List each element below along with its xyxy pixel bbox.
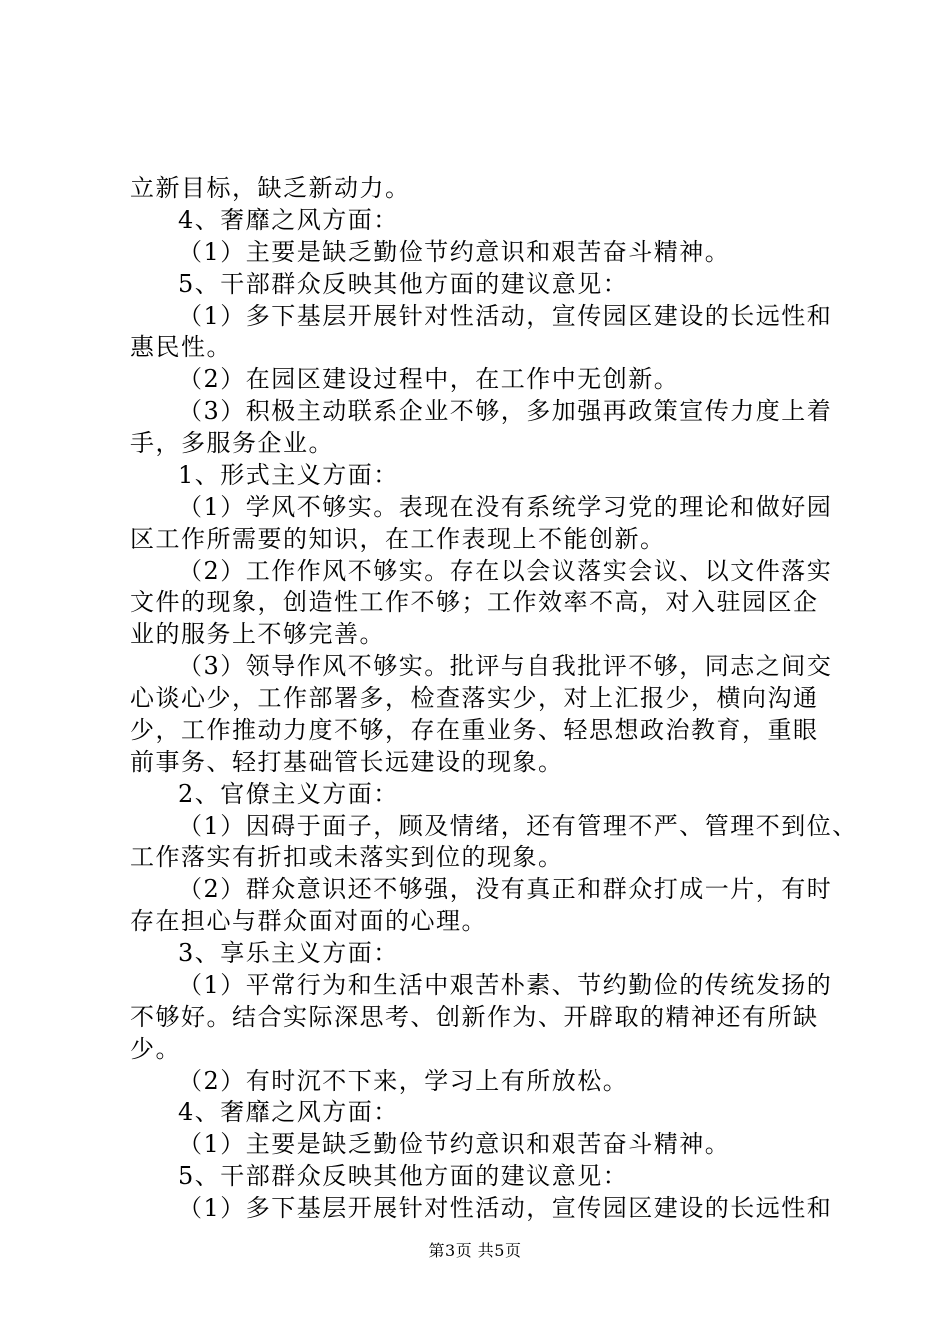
section-heading: 5、干部群众反映其他方面的建议意见： (178, 270, 629, 298)
section-heading: 4、奢靡之风方面： (178, 1098, 399, 1126)
text-line: 工作落实有折扣或未落实到位的现象。 (130, 843, 564, 871)
text-line: （1）主要是缺乏勤俭节约意识和艰苦奋斗精神。 (178, 238, 731, 266)
text-line: 少。 (130, 1035, 181, 1063)
page-number-footer: 第3页 共5页 (428, 1241, 522, 1260)
section-heading: 1、形式主义方面： (178, 461, 399, 489)
section-heading: 3、享乐主义方面： (178, 939, 399, 967)
text-line: 惠民性。 (130, 333, 232, 361)
text-line: （1）主要是缺乏勤俭节约意识和艰苦奋斗精神。 (178, 1130, 731, 1158)
text-line: 区工作所需要的知识，在工作表现上不能创新。 (130, 525, 666, 553)
text-line: 立新目标，缺乏新动力。 (130, 174, 411, 202)
text-line: 文件的现象，创造性工作不够；工作效率不高，对入驻园区企 (130, 588, 819, 616)
text-line: （1）多下基层开展针对性活动，宣传园区建设的长远性和 (178, 1194, 833, 1222)
text-line: 手，多服务企业。 (130, 429, 334, 457)
section-heading: 2、官僚主义方面： (178, 780, 399, 808)
text-line: （1）因碍于面子，顾及情绪，还有管理不严、管理不到位、 (178, 812, 858, 840)
text-line: 业的服务上不够完善。 (130, 620, 385, 648)
text-line: （3）积极主动联系企业不够，多加强再政策宣传力度上着 (178, 397, 833, 425)
text-line: （1）学风不够实。表现在没有系统学习党的理论和做好园 (178, 493, 833, 521)
text-line: （2）工作作风不够实。存在以会议落实会议、以文件落实 (178, 557, 833, 585)
text-line: 少，工作推动力度不够，存在重业务、轻思想政治教育，重眼 (130, 716, 819, 744)
text-line: 存在担心与群众面对面的心理。 (130, 907, 487, 935)
section-heading: 5、干部群众反映其他方面的建议意见： (178, 1162, 629, 1190)
text-line: （2）在园区建设过程中，在工作中无创新。 (178, 365, 680, 393)
text-line: （1）多下基层开展针对性活动，宣传园区建设的长远性和 (178, 302, 833, 330)
text-line: （2）群众意识还不够强，没有真正和群众打成一片，有时 (178, 875, 833, 903)
section-heading: 4、奢靡之风方面： (178, 206, 399, 234)
text-line: （3）领导作风不够实。批评与自我批评不够，同志之间交 (178, 652, 833, 680)
text-line: 前事务、轻打基础管长远建设的现象。 (130, 748, 564, 776)
text-line: （1）平常行为和生活中艰苦朴素、节约勤俭的传统发扬的 (178, 971, 833, 999)
text-line: （2）有时沉不下来，学习上有所放松。 (178, 1067, 629, 1095)
text-line: 心谈心少，工作部署多，检查落实少，对上汇报少，横向沟通 (130, 684, 819, 712)
text-line: 不够好。结合实际深思考、创新作为、开辟取的精神还有所缺 (130, 1003, 819, 1031)
